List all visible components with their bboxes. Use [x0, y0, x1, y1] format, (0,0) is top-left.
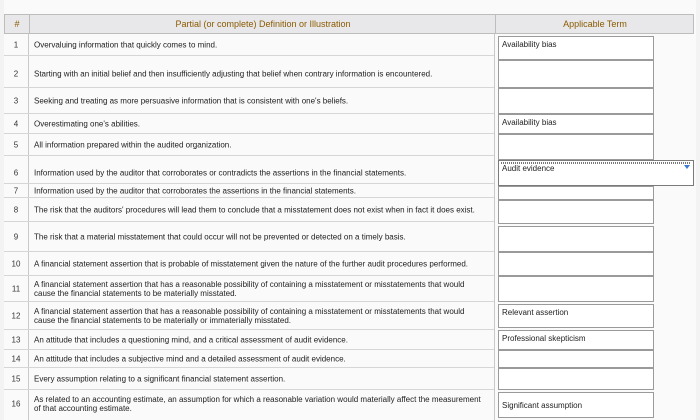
answer-input[interactable] — [498, 60, 654, 88]
table-row — [4, 162, 494, 184]
row-definition: A financial statement assertion that has a reasonable possibility of containing a misstatement or misstatements that would cause the financial statements to be materially misstated. — [34, 279, 465, 298]
row-definition: A financial statement assertion that has a reasonable possibility of containing a misstatement or misstatements that would cause the financial statements to be materially or immaterially misstated. — [34, 306, 465, 325]
chevron-down-icon[interactable] — [684, 165, 690, 169]
answer-input[interactable] — [498, 226, 654, 252]
table-row — [4, 350, 494, 368]
header-number: # — [14, 19, 20, 29]
row-number: 14 — [11, 354, 21, 363]
table-row — [4, 34, 494, 56]
answer-input[interactable] — [498, 368, 654, 390]
answer-input[interactable] — [498, 88, 654, 114]
table-row — [4, 114, 494, 134]
table-row — [4, 60, 494, 88]
table-row — [4, 390, 494, 418]
column-divider — [494, 34, 495, 420]
table-row — [4, 368, 494, 390]
answer-input[interactable] — [498, 186, 654, 200]
row-definition: An attitude that includes a subjective mind and a detailed assessment of audit evidence. — [34, 354, 346, 363]
answer-input[interactable] — [498, 276, 654, 302]
row-number: 4 — [13, 119, 19, 128]
table-row — [4, 134, 494, 156]
header-definition: Partial (or complete) Definition or Illustration — [29, 15, 496, 33]
row-definition: As related to an accounting estimate, an assumption for which a reasonable variation would materially affect the measurement of that accounting estimate. — [34, 395, 481, 413]
row-number: 11 — [11, 284, 21, 293]
row-number: 10 — [11, 259, 21, 268]
row-definition: Overvaluing information that quickly comes to mind. — [34, 40, 218, 49]
row-definition: Every assumption relating to a significant financial statement assertion. — [34, 374, 286, 383]
answer-input[interactable]: Availability bias — [498, 114, 654, 134]
row-number: 3 — [13, 96, 19, 105]
table-header — [4, 14, 694, 34]
row-number: 7 — [13, 186, 19, 195]
row-definition: A financial statement assertion that is probable of misstatement given the nature of the further audit procedures performed. — [34, 259, 469, 268]
table-row — [4, 184, 494, 198]
row-number: 15 — [11, 374, 21, 383]
table-row — [4, 88, 494, 114]
row-definition: Overestimating one's abilities. — [34, 119, 141, 128]
row-number: 9 — [13, 232, 19, 241]
answer-input[interactable] — [498, 134, 654, 160]
answer-input[interactable]: Professional skepticism — [498, 330, 654, 350]
answer-input[interactable] — [498, 252, 654, 276]
table-row — [4, 302, 494, 330]
row-number: 5 — [13, 140, 19, 149]
answer-input[interactable]: Significant assumption — [498, 392, 654, 418]
row-definition: An attitude that includes a questioning mind, and a critical assessment of audit evidence. — [34, 335, 348, 344]
answer-dropdown[interactable] — [498, 160, 694, 186]
answer-input[interactable]: Relevant assertion — [498, 304, 654, 328]
answer-selected-value: Audit evidence — [502, 164, 555, 173]
table-row — [4, 222, 494, 252]
row-number: 12 — [11, 311, 21, 320]
row-number: 6 — [13, 168, 19, 177]
row-definition: Information used by the auditor that corroborates the assertions in the financial statements. — [34, 186, 356, 195]
row-number: 16 — [11, 399, 21, 409]
row-definition: All information prepared within the audited organization. — [34, 140, 232, 149]
row-definition: Information used by the auditor that corroborates or contradicts the assertions in the financial statements. — [34, 168, 407, 177]
answer-input[interactable] — [498, 200, 654, 224]
row-definition: The risk that a material misstatement that could occur will not be prevented or detected on a timely basis. — [34, 232, 406, 241]
row-number: 13 — [11, 335, 21, 344]
table-row — [4, 330, 494, 350]
row-number: 1 — [13, 40, 19, 49]
table-row — [4, 252, 494, 276]
table-row — [4, 198, 494, 222]
row-definition: The risk that the auditors' procedures will lead them to conclude that a misstatement does not exist when in fact it does exist. — [34, 205, 475, 214]
term-matching-table — [4, 0, 696, 420]
header-applicable-term: Applicable Term — [495, 15, 694, 33]
answer-input[interactable] — [498, 350, 654, 368]
row-number: 8 — [13, 205, 19, 214]
row-number: 2 — [13, 69, 19, 78]
focus-outline — [501, 162, 691, 164]
row-definition: Starting with an initial belief and then insufficiently adjusting that belief when contrary information is encountered. — [34, 69, 433, 78]
row-definition: Seeking and treating as more persuasive information that is consistent with one's beliefs. — [34, 96, 349, 105]
answer-input[interactable]: Availability bias — [498, 36, 654, 60]
table-row — [4, 276, 494, 302]
